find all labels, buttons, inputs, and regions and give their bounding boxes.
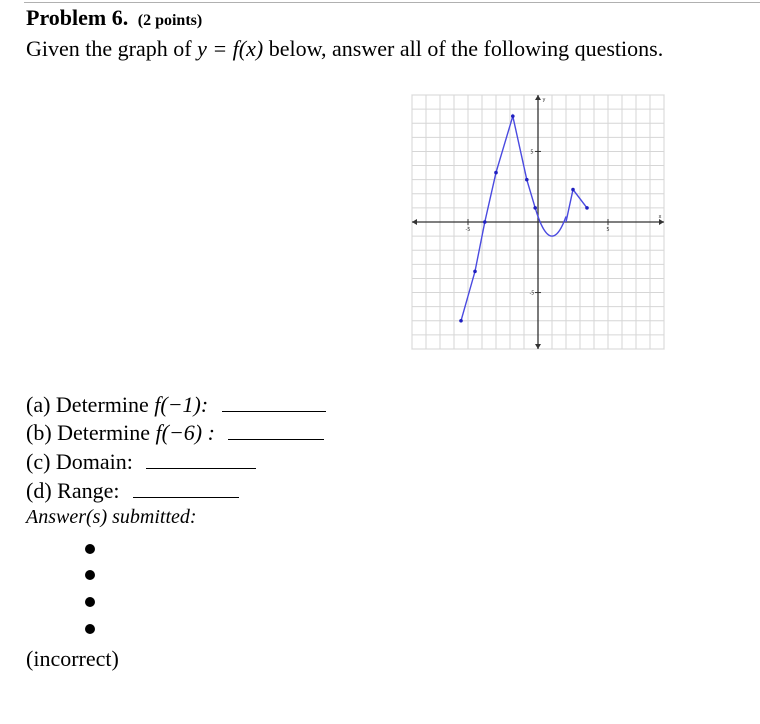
graph-point: [473, 270, 477, 274]
graph-point: [511, 114, 515, 118]
y-axis-label: y: [542, 97, 546, 103]
x-axis-label: x: [658, 214, 662, 220]
question-b-math: f(−6) :: [155, 420, 215, 445]
answer-b-blank[interactable]: [228, 439, 324, 440]
graph-point: [459, 319, 463, 323]
graph-axes: [412, 95, 664, 349]
top-divider: [24, 2, 760, 3]
answer-d-blank[interactable]: [133, 497, 239, 498]
submission-status: (incorrect): [26, 646, 119, 671]
submitted-answer-bullet: [85, 570, 95, 580]
graph-point: [494, 171, 498, 175]
graph-labels: [466, 97, 662, 297]
graph-point: [483, 220, 487, 224]
y-axis-arrow-down: [535, 344, 541, 349]
graph-point: [525, 178, 529, 182]
tick-label-x-neg: -5: [465, 227, 471, 233]
question-c-label: (c) Domain:: [26, 449, 133, 474]
answer-c-blank[interactable]: [146, 468, 256, 469]
question-c: [26, 449, 256, 475]
problem-points: (2 points): [137, 12, 203, 29]
submitted-answer-bullet: [85, 624, 95, 634]
question-b: [26, 420, 324, 446]
submitted-heading: Answer(s) submitted:: [26, 506, 197, 528]
question-a: [26, 392, 326, 418]
graph-point: [533, 206, 537, 210]
question-b-label: (b) Determine: [26, 420, 150, 445]
question-a-label: (a) Determine: [26, 392, 149, 417]
question-d: [26, 478, 239, 504]
answer-a-blank[interactable]: [222, 411, 326, 412]
curve-right-segments: [566, 190, 587, 222]
tick-label-x-pos: 5: [606, 227, 610, 233]
prompt-suffix: below, answer all of the following questions.: [268, 36, 664, 61]
graph-point: [571, 188, 575, 192]
tick-label-y-pos: 5: [530, 149, 534, 156]
submitted-answer-bullet: [85, 597, 95, 607]
graph-point: [585, 206, 589, 210]
y-axis-arrow-up: [535, 95, 541, 100]
prompt-math: y = f(x): [197, 36, 264, 61]
function-graph: [410, 93, 666, 351]
prompt-prefix: Given the graph of: [26, 36, 192, 61]
question-a-math: f(−1):: [154, 392, 209, 417]
question-d-label: (d) Range:: [26, 478, 120, 503]
submitted-answer-bullet: [85, 544, 95, 554]
problem-prompt: [26, 36, 663, 62]
problem-heading: [26, 5, 202, 31]
x-axis-arrow-left: [412, 219, 417, 225]
problem-title: Problem 6.: [26, 5, 129, 30]
tick-label-y-neg: -5: [529, 290, 535, 297]
